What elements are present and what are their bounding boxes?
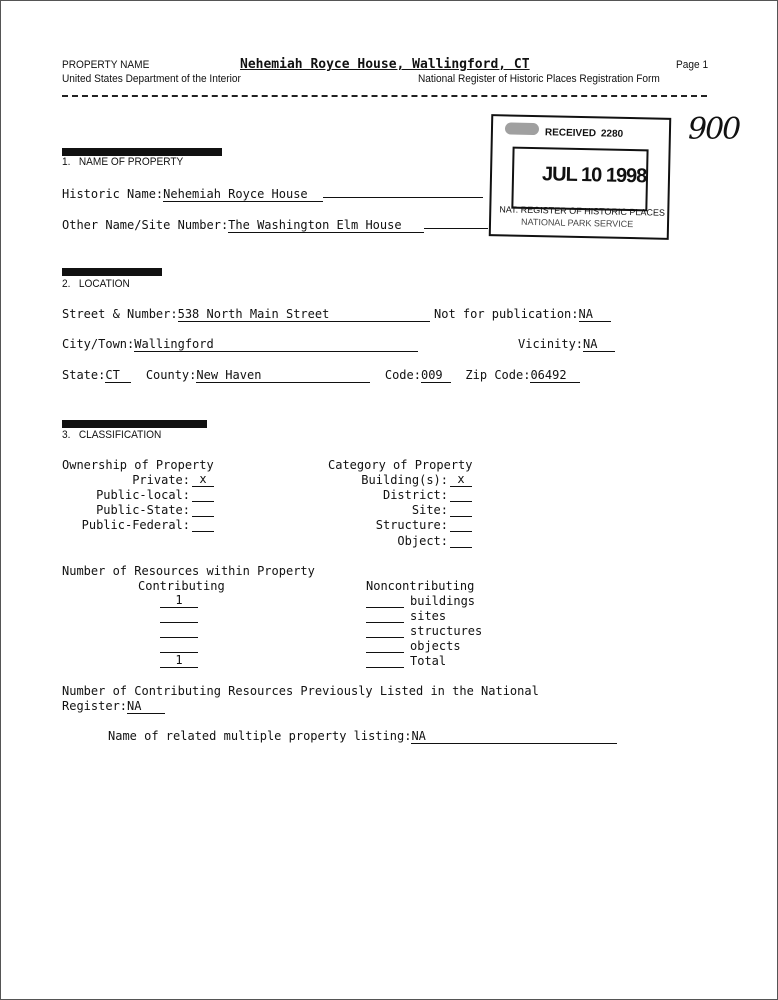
resource-type-structures: structures bbox=[410, 624, 483, 638]
resources-heading: Number of Resources within Property bbox=[62, 564, 315, 578]
contributing-buildings: 1 bbox=[160, 594, 198, 608]
category-heading: Category of Property bbox=[328, 458, 473, 472]
noncontributing-heading: Noncontributing bbox=[366, 579, 475, 593]
resource-type-total: Total bbox=[410, 654, 447, 668]
ownership-public-local-value bbox=[192, 488, 214, 502]
ownership-private-value: x bbox=[192, 473, 214, 487]
section2-heading: 2. LOCATION bbox=[62, 278, 130, 290]
historic-name-value: Nehemiah Royce House bbox=[163, 188, 323, 202]
related-listing-value: NA bbox=[411, 730, 617, 744]
zip-label: Zip Code: bbox=[465, 368, 531, 382]
contributing-sites bbox=[160, 609, 198, 623]
other-name-row bbox=[62, 216, 488, 233]
related-listing-label: Name of related multiple property listing: bbox=[108, 729, 412, 743]
code-value: 009 bbox=[421, 369, 451, 383]
stamp-date: JUL 10 1998 bbox=[541, 163, 647, 188]
page-number: Page 1 bbox=[676, 59, 709, 71]
property-name-label: PROPERTY NAME bbox=[62, 59, 150, 71]
stamp-date-box bbox=[511, 147, 648, 212]
noncontributing-objects bbox=[366, 639, 404, 653]
header-divider bbox=[62, 95, 707, 97]
historic-name-row bbox=[62, 185, 483, 202]
noncontributing-sites bbox=[366, 609, 404, 623]
noncontributing-structures bbox=[366, 624, 404, 638]
not-for-publication-value: NA bbox=[579, 308, 611, 322]
stamp-received-number: 2280 bbox=[600, 128, 624, 140]
historic-name-label: Historic Name: bbox=[62, 187, 164, 201]
category-site-value bbox=[450, 503, 472, 517]
category-structure-label: Structure: bbox=[375, 518, 448, 532]
related-listing-row bbox=[108, 729, 617, 744]
stamp-agency-line1: NAT. REGISTER OF HISTORIC PLACES bbox=[499, 204, 666, 218]
section2-bar bbox=[62, 268, 162, 276]
section3-bar bbox=[62, 420, 207, 428]
vicinity-label: Vicinity: bbox=[518, 337, 584, 351]
not-for-publication-label: Not for publication: bbox=[434, 307, 579, 321]
historic-name-underline bbox=[323, 185, 483, 198]
department-name: United States Department of the Interior bbox=[62, 73, 241, 85]
previously-listed-text: Number of Contributing Resources Previously Listed in the National bbox=[62, 684, 539, 698]
ownership-public-local-label: Public-local: bbox=[96, 488, 190, 502]
category-building-value: x bbox=[450, 473, 472, 487]
noncontributing-total bbox=[366, 654, 404, 668]
category-object-label: Object: bbox=[397, 534, 448, 548]
section3-heading: 3. CLASSIFICATION bbox=[62, 429, 162, 441]
ownership-public-state-value bbox=[192, 503, 214, 517]
noncontributing-buildings bbox=[366, 594, 404, 608]
zip-value: 06492 bbox=[530, 369, 580, 383]
category-structure-value bbox=[450, 518, 472, 532]
resource-type-objects: objects bbox=[410, 639, 461, 653]
category-building-label: Building(s): bbox=[361, 473, 448, 487]
code-label: Code: bbox=[384, 368, 421, 382]
other-name-underline bbox=[424, 216, 488, 229]
ownership-heading: Ownership of Property bbox=[62, 458, 214, 472]
stamp-received-label: RECEIVED bbox=[544, 127, 597, 140]
contributing-total: 1 bbox=[160, 654, 198, 668]
contributing-objects bbox=[160, 639, 198, 653]
state-label: State: bbox=[62, 368, 106, 382]
other-name-label: Other Name/Site Number: bbox=[62, 218, 229, 232]
previously-listed-row bbox=[62, 699, 165, 714]
category-district-value bbox=[450, 488, 472, 502]
city-label: City/Town: bbox=[62, 337, 135, 351]
county-label: County: bbox=[145, 368, 197, 382]
ownership-private-label: Private: bbox=[132, 473, 190, 487]
section1-heading: 1. NAME OF PROPERTY bbox=[62, 156, 184, 168]
resource-type-sites: sites bbox=[410, 609, 447, 623]
stamp-blot bbox=[505, 122, 539, 135]
city-row bbox=[62, 337, 418, 352]
received-stamp bbox=[489, 114, 672, 240]
ownership-public-federal-label: Public-Federal: bbox=[81, 518, 190, 532]
previously-listed-value: NA bbox=[127, 700, 165, 714]
category-object-value bbox=[450, 534, 472, 548]
ownership-public-federal-value bbox=[192, 518, 214, 532]
stamp-agency-line2: NATIONAL PARK SERVICE bbox=[520, 216, 634, 230]
vicinity-row bbox=[518, 337, 615, 352]
document-title: Nehemiah Royce House, Wallingford, CT bbox=[240, 57, 530, 72]
previously-listed-label: Register: bbox=[62, 699, 128, 713]
vicinity-value: NA bbox=[583, 338, 615, 352]
ownership-public-state-label: Public-State: bbox=[96, 503, 190, 517]
street-row bbox=[62, 307, 430, 322]
handwritten-note: 900 bbox=[688, 112, 740, 147]
street-label: Street & Number: bbox=[62, 307, 178, 321]
not-for-publication-row bbox=[434, 307, 611, 322]
county-value: New Haven bbox=[196, 369, 370, 383]
category-site-label: Site: bbox=[411, 503, 448, 517]
street-value: 538 North Main Street bbox=[178, 308, 430, 322]
state-row bbox=[62, 368, 580, 383]
form-name: National Register of Historic Places Registration Form bbox=[418, 73, 660, 85]
state-value: CT bbox=[105, 369, 131, 383]
other-name-value: The Washington Elm House bbox=[228, 219, 424, 233]
contributing-heading: Contributing bbox=[138, 579, 225, 593]
contributing-structures bbox=[160, 624, 198, 638]
resource-type-buildings: buildings bbox=[410, 594, 476, 608]
city-value: Wallingford bbox=[134, 338, 418, 352]
category-district-label: District: bbox=[382, 488, 448, 502]
